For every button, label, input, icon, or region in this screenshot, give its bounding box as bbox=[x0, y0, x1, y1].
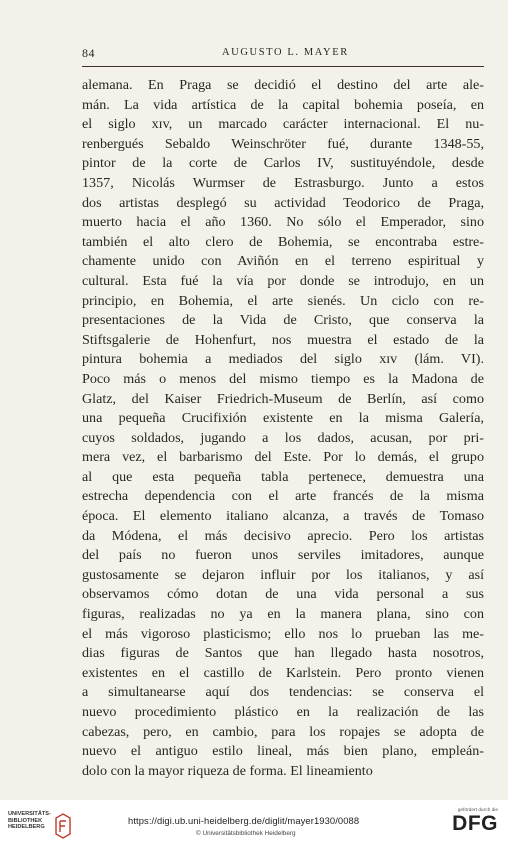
text-line: el siglo xɪv, un marcado carácter internacional. El nu- bbox=[82, 116, 484, 133]
copyright-notice: © Universitätsbibliothek Heidelberg bbox=[196, 830, 296, 837]
text-line: el más vigoroso plasticismo; ello nos lo prueban las me- bbox=[82, 625, 484, 642]
text-line: muerto hacia el año 1360. No sólo el Emperador, sino bbox=[82, 214, 484, 231]
page-number: 84 bbox=[82, 46, 95, 60]
library-logo[interactable] bbox=[8, 811, 72, 841]
text-line: a simultanearse aquí dos tendencias: se conserva el bbox=[82, 684, 484, 701]
library-mark-icon bbox=[54, 813, 72, 839]
text-line: del país no fueron unos serviles imitadores, aunque bbox=[82, 547, 484, 564]
text-line: Glatz, del Kaiser Friedrich-Museum de Berlín, así como bbox=[82, 390, 484, 407]
text-line: al que esta pequeña tabla pertenece, demuestra una bbox=[82, 468, 484, 485]
text-line: mera vez, el barbarismo del Este. Por lo demás, el grupo bbox=[82, 449, 484, 466]
text-line: pintor de la corte de Carlos IV, sustituyéndole, desde bbox=[82, 155, 484, 172]
text-line: chamente unido con Aviñón en el terreno espiritual y bbox=[82, 253, 484, 270]
text-line: estrecha dependencia con el arte francés de la misma bbox=[82, 488, 484, 505]
text-line: renbergués Sebaldo Weinschröter fué, durante 1348-55, bbox=[82, 135, 484, 152]
dfg-logo: DFG bbox=[452, 812, 498, 835]
text-line: existentes en el castillo de Karlstein. Pero pronto vienen bbox=[82, 664, 484, 681]
text-line: cultural. Esta fué la vía por donde se introdujo, en un bbox=[82, 272, 484, 289]
text-line: una pequeña Crucifixión existente en la misma Galería, bbox=[82, 410, 484, 427]
footer bbox=[0, 800, 508, 845]
text-line: pintura bohemia a mediados del siglo xɪv (lám. VI). bbox=[82, 351, 484, 368]
text-line: gustosamente se dejaron influir por los italianos, y así bbox=[82, 566, 484, 583]
text-line: cuyos soldados, jugando a los dados, acusan, por pri- bbox=[82, 429, 484, 446]
text-line: cabezas, pero, en cambio, para los ropajes se adopta de bbox=[82, 723, 484, 740]
text-line: presentaciones de la Vida de Cristo, que conserva la bbox=[82, 312, 484, 329]
text-line: alemana. En Praga se decidió el destino del arte ale- bbox=[82, 77, 484, 93]
dfg-funding bbox=[438, 808, 498, 835]
text-line: época. El elemento italiano alcanza, a través de Tomaso bbox=[82, 508, 484, 525]
text-line: da Módena, el más decisivo aprecio. Pero los artistas bbox=[82, 527, 484, 544]
text-line: mán. La vida artística de la capital bohemia poseía, en bbox=[82, 96, 484, 113]
text-line: Stiftsgalerie de Hohenfurt, nos muestra el estado de la bbox=[82, 331, 484, 348]
text-line: también el alto clero de Bohemia, se encontraba estre- bbox=[82, 233, 484, 250]
text-line: dos artistas desplegó su actividad Teodorico de Praga, bbox=[82, 194, 484, 211]
text-line: Poco más o menos del mismo tiempo es la Madona de bbox=[82, 370, 484, 387]
text-line: observamos cómo dotan de una vida personal a sus bbox=[82, 586, 484, 603]
text-line: nuevo procedimiento plástico en la realización de las bbox=[82, 704, 484, 720]
text-line: nuevo el antiguo estilo lineal, más bien plano, empleán- bbox=[82, 743, 484, 760]
text-line: figuras, realizadas no ya en la manera plana, sino con bbox=[82, 606, 484, 623]
funded-by-text: gefördert durch die bbox=[457, 808, 498, 813]
text-line: dolo con la mayor riqueza de forma. El lineamiento bbox=[82, 762, 373, 779]
text-line: principio, en Bohemia, el arte sienés. Un ciclo con re- bbox=[82, 292, 484, 309]
body-text bbox=[82, 76, 484, 781]
library-name: UNIVERSITÄTS- BIBLIOTHEK HEIDELBERG bbox=[8, 811, 51, 831]
header-rule bbox=[82, 66, 484, 67]
text-line: dias figuras de Santos que han llegado hasta nosotros, bbox=[82, 645, 484, 662]
running-title: AUGUSTO L. MAYER bbox=[222, 47, 349, 58]
permalink-url[interactable]: https://digi.ub.uni-heidelberg.de/diglit/mayer1930/0088 bbox=[128, 815, 360, 826]
text-line: 1357, Nicolás Wurmser de Estrasburgo. Junto a estos bbox=[82, 174, 484, 191]
